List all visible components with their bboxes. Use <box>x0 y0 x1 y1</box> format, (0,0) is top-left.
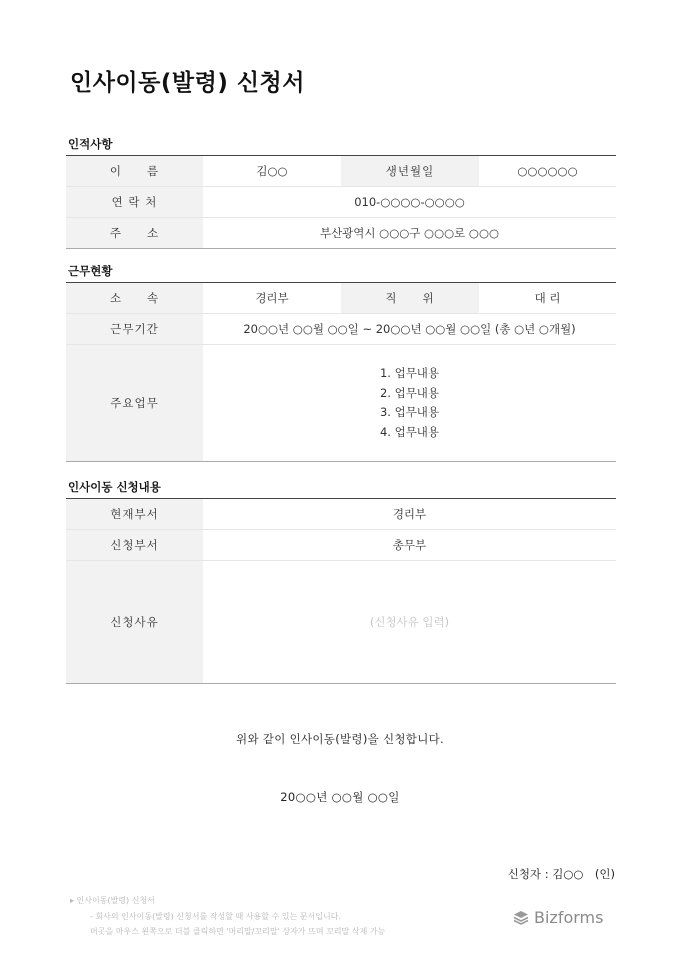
period-value[interactable]: 20○○년 ○○월 ○○일 ~ 20○○년 ○○월 ○○일 (총 ○년 ○개월) <box>203 314 616 345</box>
logo-text: Bizforms <box>534 908 604 927</box>
target-dept-label: 신청부서 <box>66 530 203 561</box>
footnote-title: ▸ 인사이동(발령) 신청서 <box>70 896 155 905</box>
layers-icon <box>512 909 530 927</box>
reason-input[interactable]: (신청사유 입력) <box>203 561 616 684</box>
applicant-signature: 신청자 : 김○○ (인) <box>507 867 615 881</box>
footnote-line: - 회사의 인사이동(발령) 신청서를 작성할 때 사용할 수 있는 문서입니다. <box>90 912 341 921</box>
section-title-request: 인사이동 신청내용 <box>68 480 161 494</box>
duty-item: 3. 업무내용 <box>379 405 440 419</box>
statement-text: 위와 같이 인사이동(발령)을 신청합니다. <box>236 732 444 746</box>
request-table <box>66 498 616 684</box>
duty-item: 2. 업무내용 <box>379 385 440 400</box>
reason-label: 신청사유 <box>66 561 203 684</box>
birth-value[interactable]: ○○○○○○ <box>479 156 616 187</box>
name-value[interactable]: 김○○ <box>203 156 341 187</box>
contact-value[interactable]: 010-○○○○-○○○○ <box>203 187 616 218</box>
work-status-table <box>66 282 616 462</box>
contact-label: 연 락 처 <box>66 187 203 218</box>
dept-value[interactable]: 경리부 <box>203 283 341 314</box>
date-text: 20○○년 ○○월 ○○일 <box>280 790 400 804</box>
section-title-work: 근무현황 <box>68 264 113 278</box>
dept-label: 소 속 <box>66 283 203 314</box>
duty-item: 1. 업무내용 <box>379 366 440 380</box>
personal-info-table <box>66 155 616 249</box>
current-dept-label: 현재부서 <box>66 499 203 530</box>
period-label: 근무기간 <box>66 314 203 345</box>
name-label: 이 름 <box>66 156 203 187</box>
current-dept-value[interactable]: 경리부 <box>203 499 616 530</box>
bizforms-logo <box>512 908 603 927</box>
duty-item: 4. 업무내용 <box>379 424 440 439</box>
duties-list[interactable] <box>203 345 616 462</box>
target-dept-value[interactable]: 총무부 <box>203 530 616 561</box>
footnote-line: 머곳을 마우스 왼쪽으로 더블 클릭하면 '머리말/꼬리말' 상자가 뜨며 꼬리말 삭제 가능 <box>90 927 386 936</box>
birth-label: 생년월일 <box>341 156 479 187</box>
section-title-personal: 인적사항 <box>68 137 113 151</box>
duties-label: 주요업무 <box>66 345 203 462</box>
document-title: 인사이동(발령) 신청서 <box>70 70 305 96</box>
position-value[interactable]: 대 리 <box>479 283 616 314</box>
address-value[interactable]: 부산광역시 ○○○구 ○○○로 ○○○ <box>203 218 616 249</box>
position-label: 직 위 <box>341 283 479 314</box>
address-label: 주 소 <box>66 218 203 249</box>
